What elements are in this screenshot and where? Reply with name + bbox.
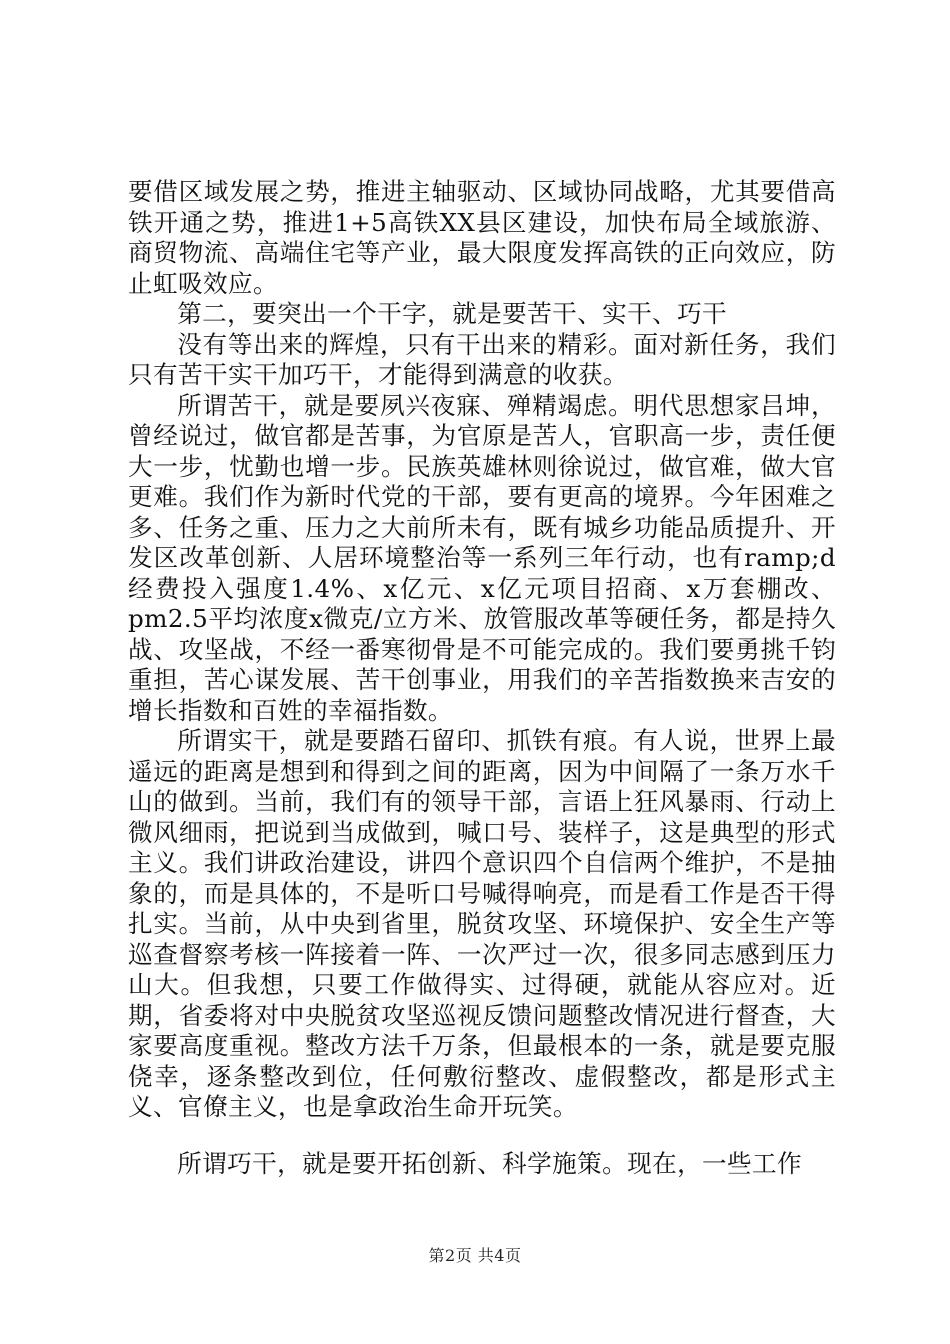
paragraph-intro: 没有等出来的辉煌，只有干出来的精彩。面对新任务，我们只有苦干实干加巧干，才能得到满意的收获。 <box>128 329 836 389</box>
paragraph-practical-work: 所谓实干，就是要踏石留印、抓铁有痕。有人说，世界上最遥远的距离是想到和得到之间的距离，因为中间隔了一条万水千山的做到。当前，我们有的领导干部，言语上狂风暴雨、行动上微风细雨，把说到当成做到，喊口号、装样子，这是典型的形式主义。我们讲政治建设，讲四个意识四个自信两个维护，不是抽象的，而是具体的，不是听口号喊得响亮，而是看工作是否干得扎实。当前，从中央到省里，脱贫攻坚、环境保护、安全生产等巡查督察考核一阵接着一阵、一次严过一次，很多同志感到压力山大。但我想，只要工作做得实、过得硬，就能从容应对。近期，省委将对中央脱贫攻坚巡视反馈问题整改情况进行督查，大家要高度重视。整改方法千万条，但最根本的一条，就是要克服侥幸，逐条整改到位，任何敷衍整改、虚假整改，都是形式主义、官僚主义，也是拿政治生命开玩笑。 <box>128 726 836 1121</box>
paragraph-smart-work: 所谓巧干，就是要开拓创新、科学施策。现在，一些工作 <box>177 1148 803 1178</box>
paragraph-continuation: 要借区域发展之势，推进主轴驱动、区域协同战略，尤其要借高铁开通之势，推进1+5高铁XX县区建设，加快布局全域旅游、商贸物流、高端住宅等产业，最大限度发挥高铁的正向效应，防止虹吸效应。 <box>128 177 836 298</box>
page-footer: 第2页 共4页 <box>428 1246 522 1265</box>
section-heading: 第二，要突出一个干字，就是要苦干、实干、巧干 <box>177 299 728 328</box>
document-body <box>128 177 836 1179</box>
paragraph-hard-work: 所谓苦干，就是要夙兴夜寐、殚精竭虑。明代思想家吕坤，曾经说过，做官都是苦事，为官原是苦人，官职高一步，责任便大一步，忧勤也增一步。民族英雄林则徐说过，做官难，做大官更难。我们作为新时代党的干部，要有更高的境界。今年困难之多、任务之重、压力之大前所未有，既有城乡功能品质提升、开发区改革创新、人居环境整治等一系列三年行动，也有ramp;d经费投入强度1.4%、x亿元、x亿元项目招商、x万套棚改、pm2.5平均浓度x微克/立方米、放管服改革等硬任务，都是持久战、攻坚战，不经一番寒彻骨是不可能完成的。我们要勇挑千钧重担，苦心谋发展、苦干创事业，用我们的辛苦指数换来吉安的增长指数和百姓的幸福指数。 <box>128 390 836 725</box>
